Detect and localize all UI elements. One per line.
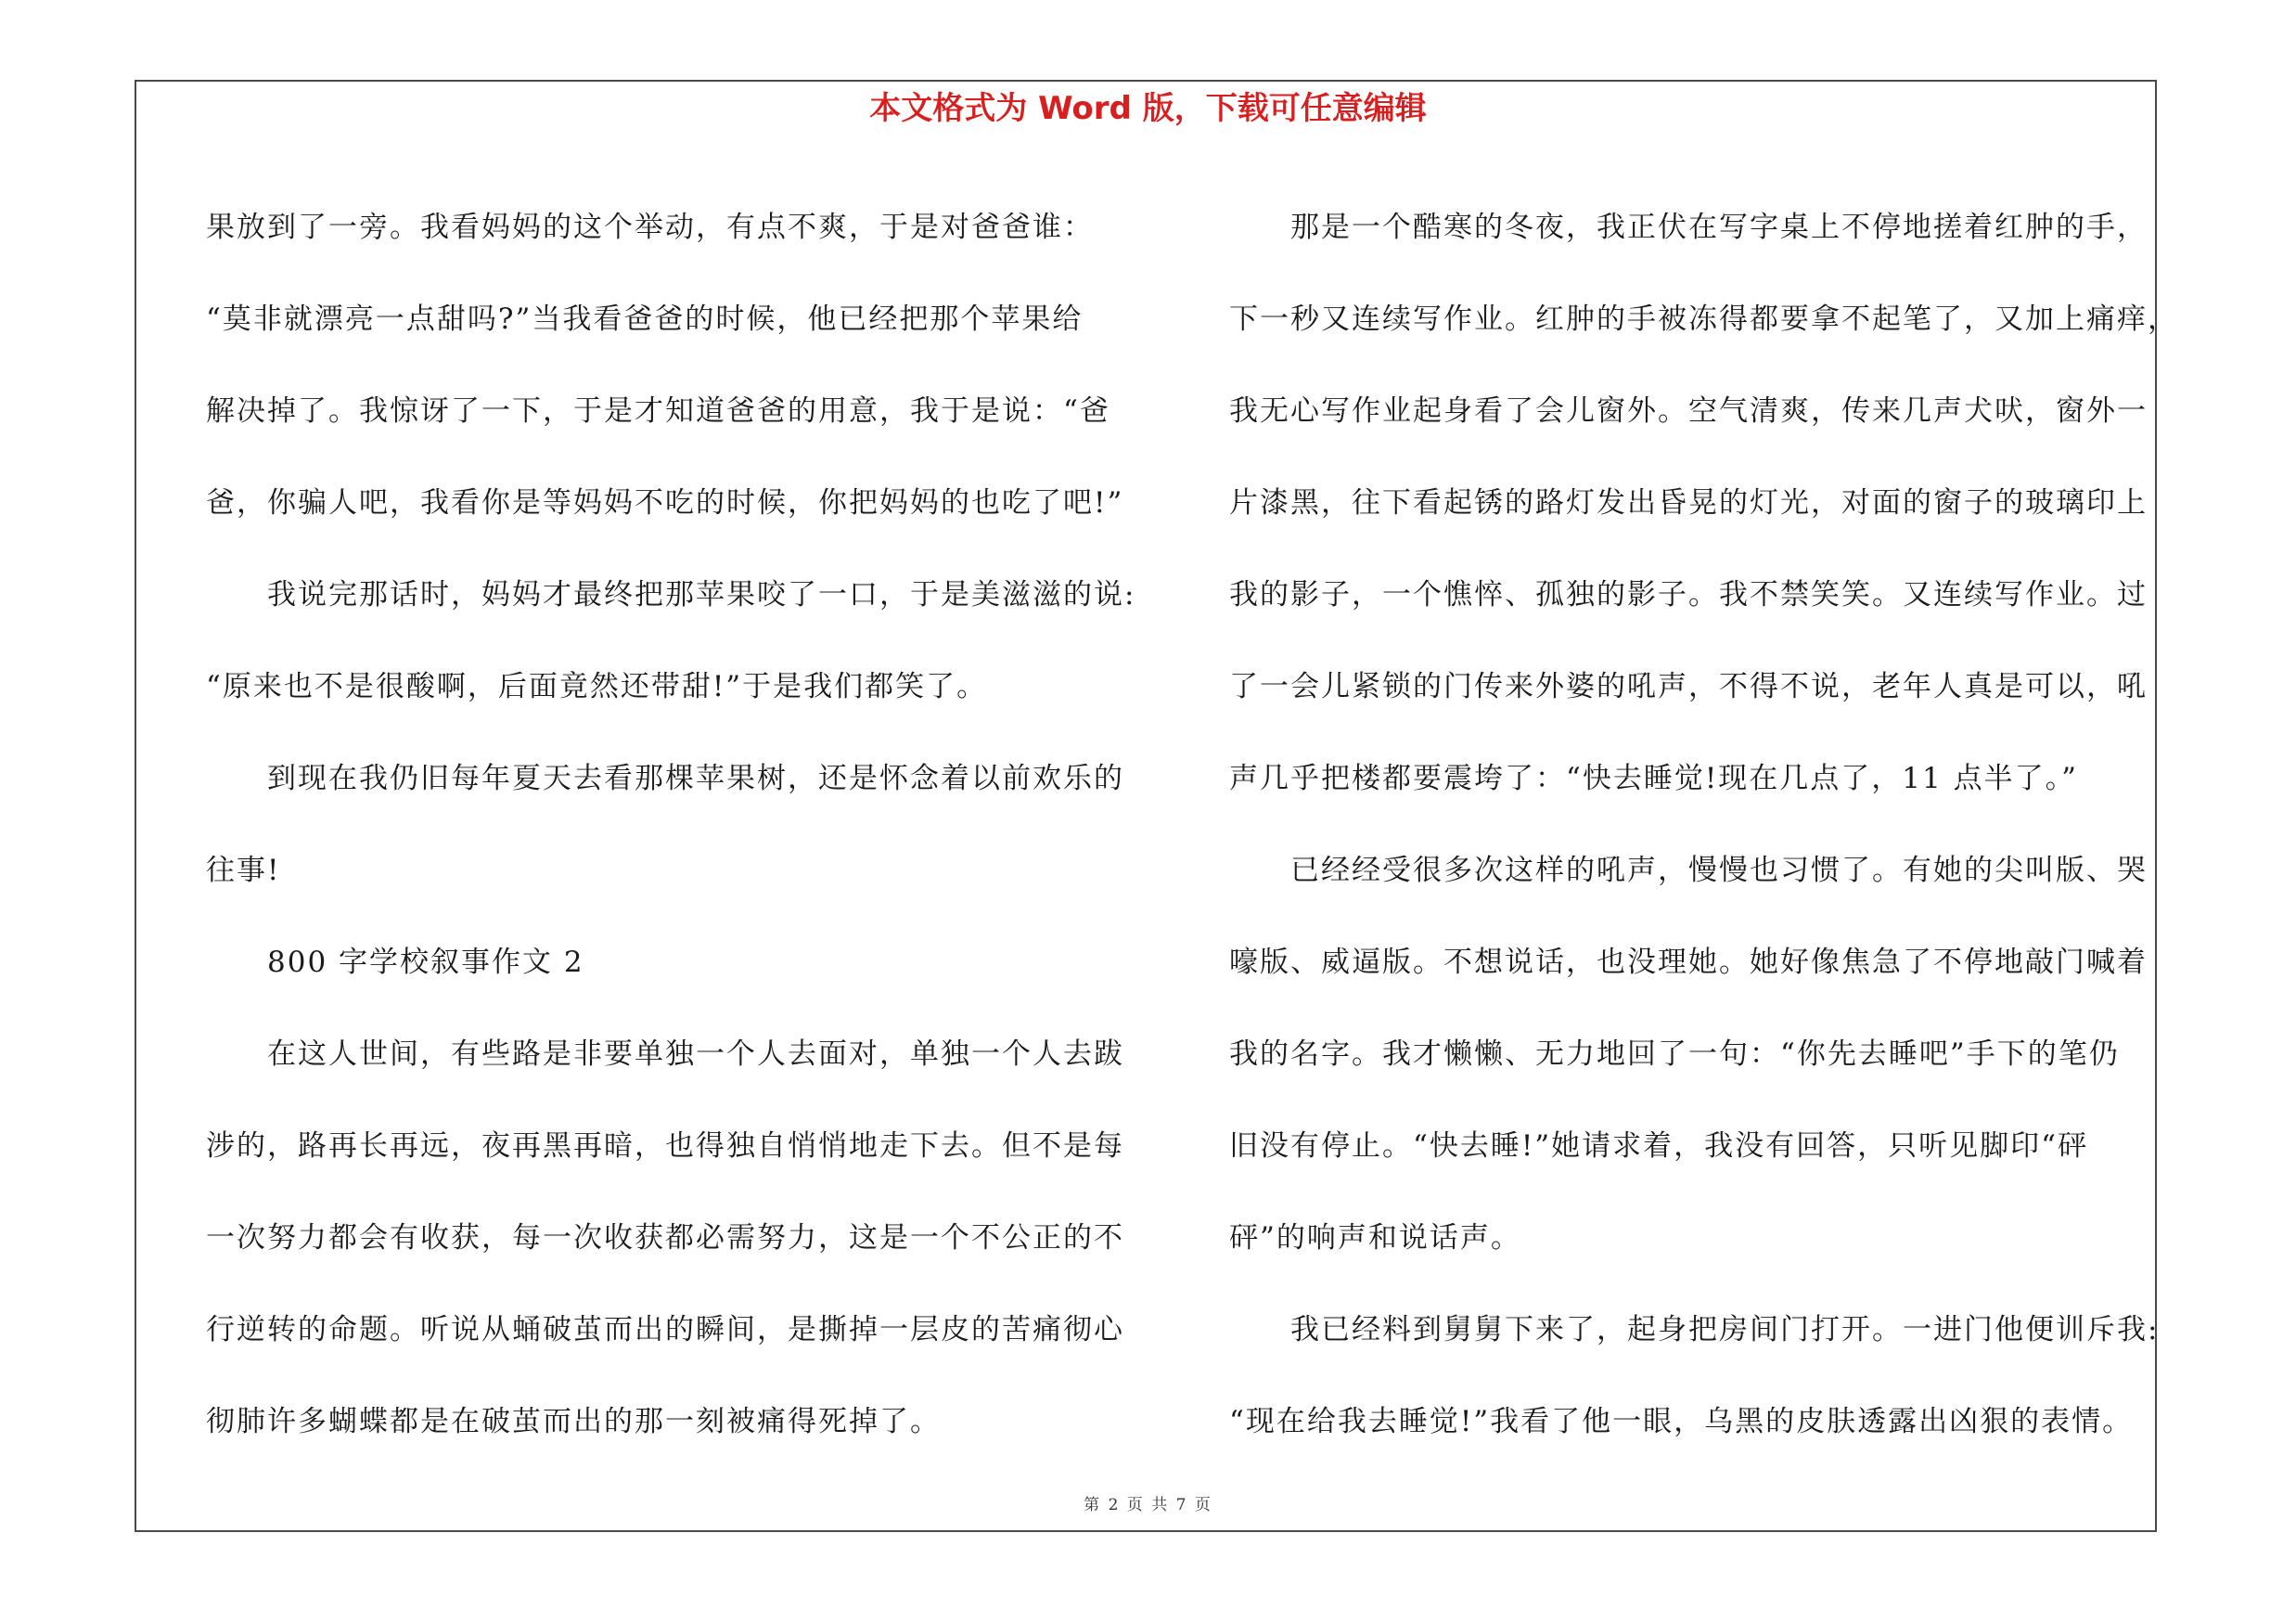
section-heading: 800 字学校叙事作文 2	[206, 946, 584, 979]
text-line: 我的影子，一个憔悴、孤独的影子。我不禁笑笑。又连续写作业。过	[1229, 578, 2148, 612]
page-number-footer: 第 2 页 共 7 页	[1084, 1496, 1212, 1514]
text-line: 嚎版、威逼版。不想说话，也没理她。她好像焦急了不停地敲门喊着	[1229, 946, 2148, 979]
text-line: 涉的，路再长再远，夜再黑再暗，也得独自悄悄地走下去。但不是每	[206, 1129, 1124, 1163]
text-line: “莫非就漂亮一点甜吗?”当我看爸爸的时候，他已经把那个苹果给	[206, 303, 1084, 336]
text-line: 声几乎把楼都要震垮了：“快去睡觉!现在几点了，11 点半了。”	[1229, 762, 2078, 795]
text-line: “原来也不是很酸啊，后面竟然还带甜!”于是我们都笑了。	[206, 670, 988, 703]
text-line: “现在给我去睡觉!”我看了他一眼，乌黑的皮肤透露出凶狠的表情。	[1229, 1405, 2134, 1438]
text-line: 片漆黑，往下看起锈的路灯发出昏晃的灯光，对面的窗子的玻璃印上	[1229, 486, 2148, 520]
text-line: 爸，你骗人吧，我看你是等妈妈不吃的时候，你把妈妈的也吃了吧!”	[206, 486, 1124, 520]
text-line: 行逆转的命题。听说从蛹破茧而出的瞬间，是撕掉一层皮的苦痛彻心	[206, 1313, 1124, 1346]
text-line: 我说完那话时，妈妈才最终把那苹果咬了一口，于是美滋滋的说:	[206, 578, 1136, 612]
text-line: 在这人世间，有些路是非要单独一个人去面对，单独一个人去跋	[206, 1037, 1124, 1071]
text-line: 我已经料到舅舅下来了，起身把房间门打开。一进门他便训斥我:	[1229, 1313, 2160, 1346]
text-line: 往事!	[206, 854, 281, 887]
text-line: 我无心写作业起身看了会儿窗外。空气清爽，传来几声犬吠，窗外一	[1229, 394, 2148, 428]
text-line: 一次努力都会有收获，每一次收获都必需努力，这是一个不公正的不	[206, 1221, 1124, 1255]
text-line: 果放到了一旁。我看妈妈的这个举动，有点不爽，于是对爸爸谁：	[206, 211, 1094, 244]
right-text-column	[1229, 182, 2178, 1468]
text-line: 砰”的响声和说话声。	[1229, 1221, 1521, 1255]
left-text-column	[206, 182, 1134, 1468]
text-line: 解决掉了。我惊讶了一下，于是才知道爸爸的用意，我于是说：“爸	[206, 394, 1110, 428]
text-line: 我的名字。我才懒懒、无力地回了一句：“你先去睡吧”手下的笔仍	[1229, 1037, 2120, 1071]
text-line: 彻肺许多蝴蝶都是在破茧而出的那一刻被痛得死掉了。	[206, 1405, 941, 1438]
text-line: 旧没有停止。“快去睡!”她请求着，我没有回答，只听见脚印“砰	[1229, 1129, 2088, 1163]
text-line: 了一会儿紧锁的门传来外婆的吼声，不得不说，老年人真是可以，吼	[1229, 670, 2148, 703]
text-line: 下一秒又连续写作业。红肿的手被冻得都要拿不起笔了，又加上痛痒，	[1229, 303, 2178, 336]
text-line: 那是一个酷寒的冬夜，我正伏在写字桌上不停地搓着红肿的手，	[1229, 211, 2148, 244]
text-line: 已经经受很多次这样的吼声，慢慢也习惯了。有她的尖叫版、哭	[1229, 854, 2148, 887]
word-format-banner: 本文格式为 Word 版，下载可任意编辑	[869, 90, 1427, 127]
text-line: 到现在我仍旧每年夏天去看那棵苹果树，还是怀念着以前欢乐的	[206, 762, 1124, 795]
